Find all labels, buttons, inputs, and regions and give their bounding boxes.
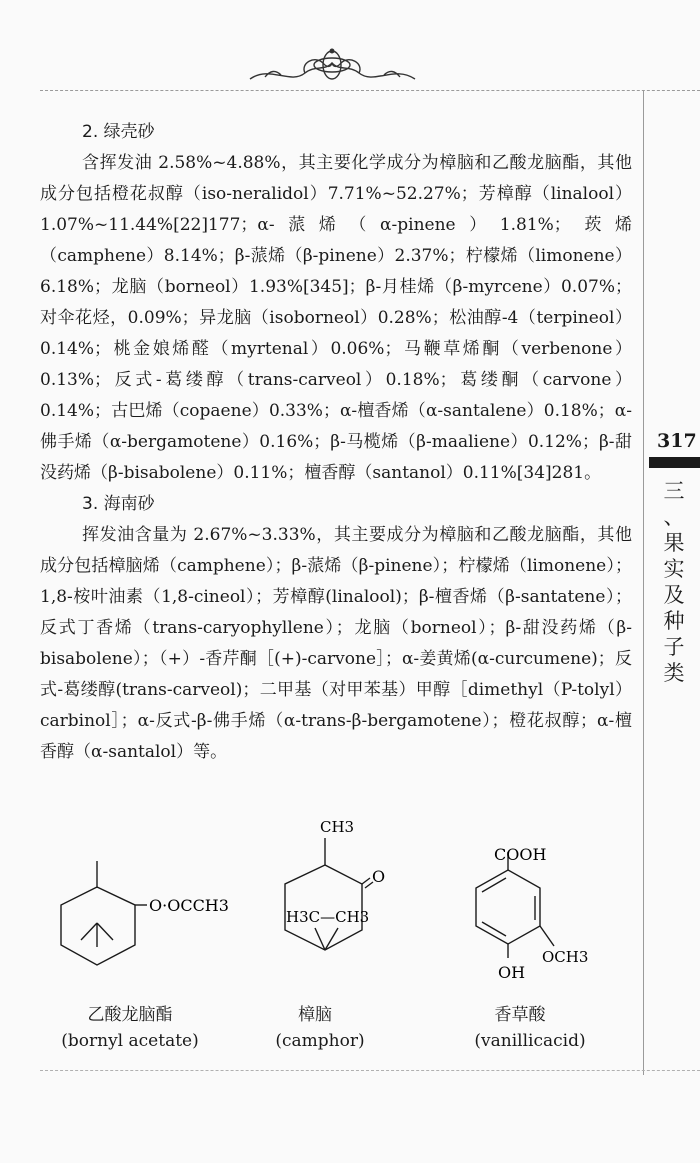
camphor-cn: 樟脑 xyxy=(298,1005,332,1025)
section-heading: 3. 海南砂 xyxy=(82,494,155,514)
tab-char: 类 xyxy=(663,661,685,685)
vanillic-acid-structure xyxy=(460,840,600,990)
section-tab-bar xyxy=(649,457,700,468)
camphor-en: (camphor) xyxy=(275,1031,365,1051)
tab-char: 、 xyxy=(663,505,685,529)
camphor-structure xyxy=(270,800,405,985)
page-number: 317 xyxy=(657,430,697,452)
hydroxy-group: OH xyxy=(498,963,526,982)
vanillic-acid-cn: 香草酸 xyxy=(494,1005,546,1025)
tab-char: 及 xyxy=(663,583,685,607)
methoxy-group: OCH3 xyxy=(542,948,589,966)
tab-char: 实 xyxy=(663,557,685,581)
tab-char: 果 xyxy=(663,531,685,555)
top-rule xyxy=(40,90,700,91)
vanillic-acid-en: (vanillicacid) xyxy=(474,1031,586,1051)
section-paragraph: 挥发油含量为 2.67%~3.33%，其主要成分为樟脑和乙酸龙脑酯，其他成分包括樟脑烯（camphene）；β-蒎烯（β-pinene）；柠檬烯（limonene）；1,8-桉叶油素（1,8-cineol）；芳樟醇(linalool)；β-檀香烯（β-santatene）；反式丁香烯（trans-caryophyllene）；龙脑（borneol）；β-甜没药烯（β-bisabolene）；（+）-香芹酮［(+)-carvone］；α-姜黄烯(α-curcumene)；反式-葛缕醇(trans-carveol)；二甲基（对甲苯基）甲醇［dimethyl（P-tolyl）carbinol］；α-反式-β-佛手烯（α-trans-β-bergamotene）；橙花叔醇；α-檀香醇（α-santalol）等。 xyxy=(40,525,633,762)
tab-char: 子 xyxy=(663,635,685,659)
tab-char: 三 xyxy=(663,479,685,503)
acetate-group: O·OCCH3 xyxy=(149,896,229,915)
section-tab-label xyxy=(661,478,687,686)
camphor-bridge: H3C—CH3 xyxy=(286,908,370,926)
margin-line xyxy=(643,90,644,1075)
header-ornament xyxy=(245,45,420,87)
bornyl-acetate-cn: 乙酸龙脑酯 xyxy=(87,1005,173,1025)
section-paragraph: 含挥发油 2.58%~4.88%，其主要化学成分为樟脑和乙酸龙脑酯，其他成分包括橙花叔醇（iso-neralidol）7.71%~52.27%；芳樟醇（linalool）1.07%~11.44%[22]177；α-蒎烯（α-pinene）1.81%；莰烯（camphene）8.14%；β-蒎烯（β-pinene）2.37%；柠檬烯（limonene）6.18%；龙脑（borneol）1.93%[345]；β-月桂烯（β-myrcene）0.07%；对伞花烃，0.09%；异龙脑（isoborneol）0.28%；松油醇-4（terpineol）0.14%；桃金娘烯醛（myrtenal）0.06%；马鞭草烯酮（verbenone）0.13%；反式-葛缕醇（trans-carveol）0.18%；葛缕酮（carvone）0.14%；古巴烯（copaene）0.33%；α-檀香烯（α-santalene）0.18%；α-佛手烯（α-bergamotene）0.16%；β-马榄烯（β-maaliene）0.12%；β-甜没药烯（β-bisabolene）0.11%；檀香醇（santanol）0.11%[34]281。 xyxy=(40,153,632,483)
carboxyl-group: COOH xyxy=(494,845,547,864)
bornyl-acetate-structure xyxy=(55,855,240,985)
camphor-ketone: O xyxy=(372,867,386,886)
camphor-methyl: CH3 xyxy=(320,818,355,836)
bornyl-acetate-en: (bornyl acetate) xyxy=(61,1031,199,1051)
tab-char: 种 xyxy=(663,609,685,633)
bottom-rule xyxy=(40,1070,700,1071)
body-text xyxy=(40,117,632,768)
section-heading: 2. 绿壳砂 xyxy=(82,122,155,142)
